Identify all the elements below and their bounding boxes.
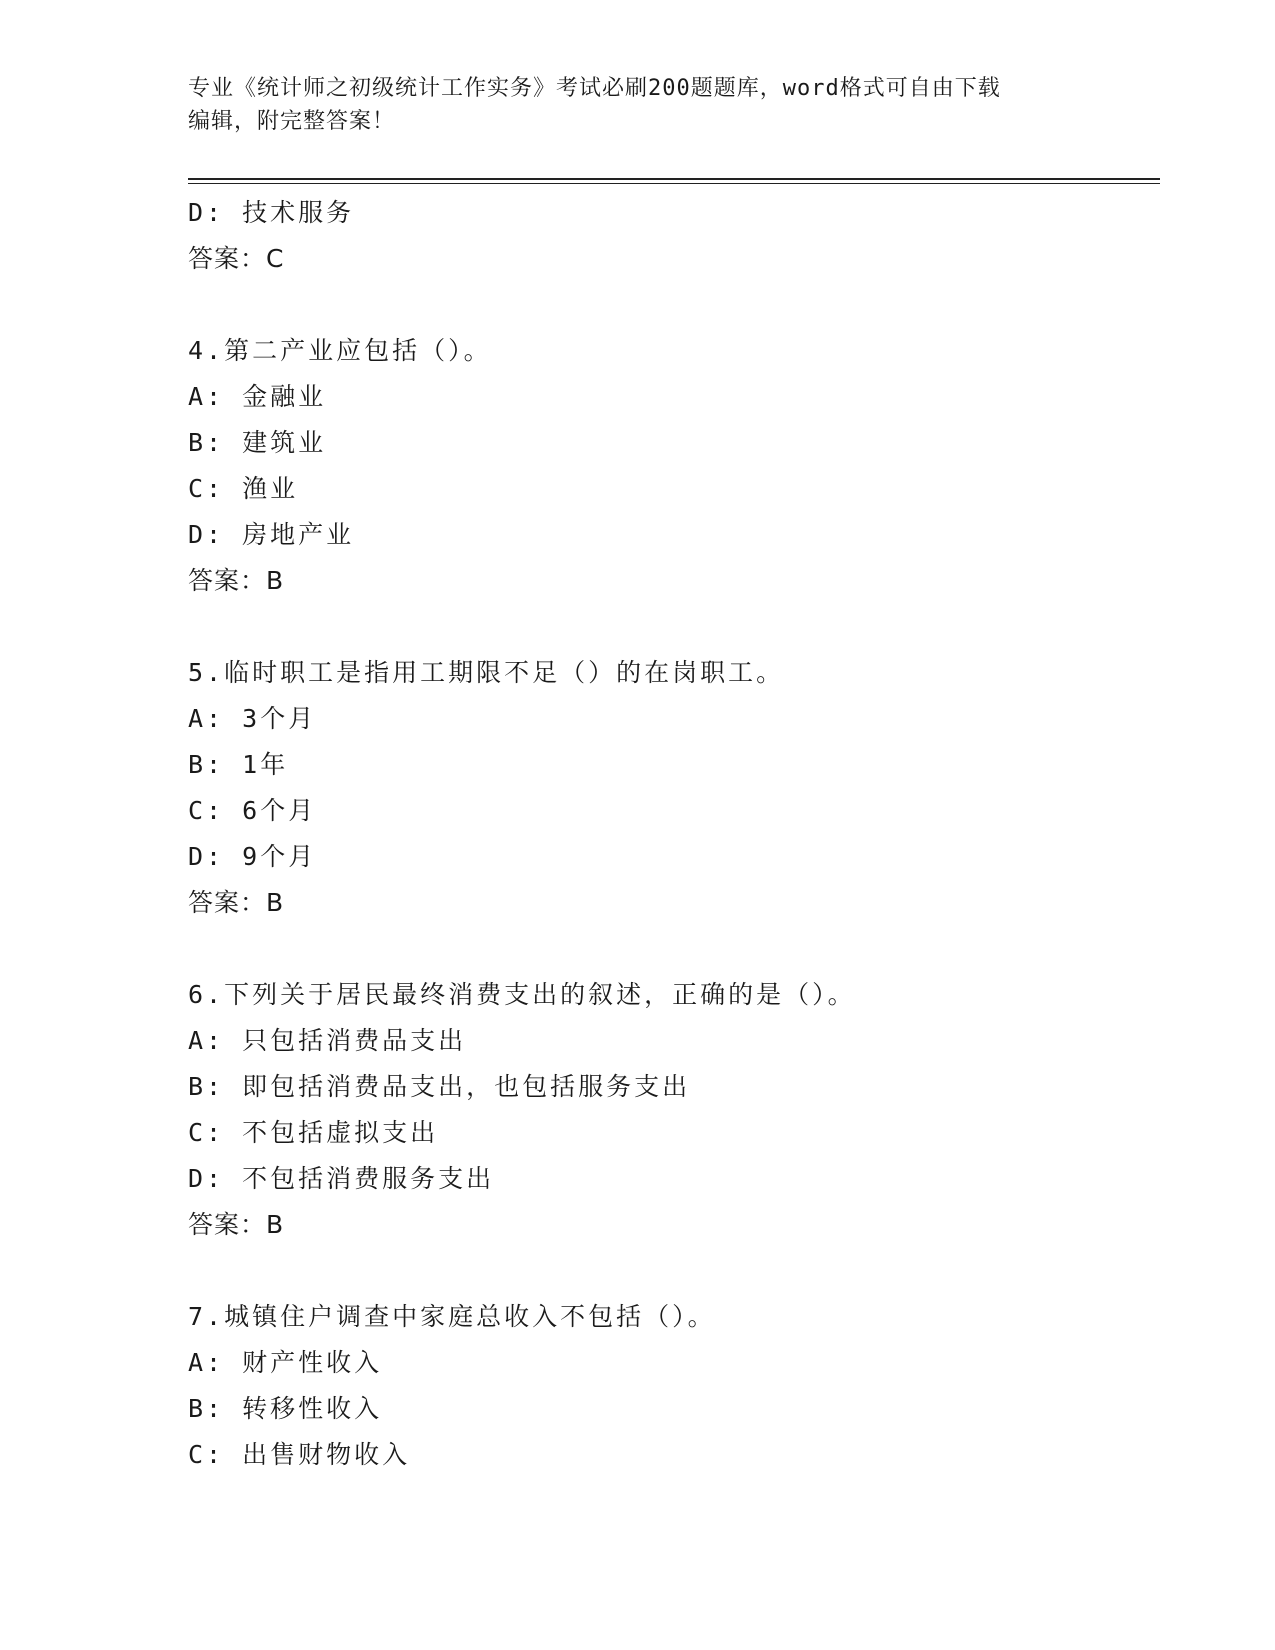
option-c: C: 6个月 — [188, 796, 317, 825]
answer: 答案：C — [188, 244, 285, 273]
option-c: C: 出售财物收入 — [188, 1440, 411, 1469]
question-stem: 4.第二产业应包括（）。 — [188, 336, 492, 365]
header-line-1: 专业《统计师之初级统计工作实务》考试必刷200题题库，word格式可自由下载 — [188, 76, 1001, 101]
header-divider-top — [188, 178, 1160, 180]
header-line-2: 编辑，附完整答案！ — [188, 109, 396, 134]
option-a: A: 3个月 — [188, 704, 317, 733]
question-list — [188, 190, 1158, 1478]
option-a: A: 只包括消费品支出 — [188, 1026, 467, 1055]
option-d: D: 技术服务 — [188, 198, 355, 227]
option-c: C: 不包括虚拟支出 — [188, 1118, 439, 1147]
answer: 答案：B — [188, 1210, 285, 1239]
header-divider-bottom — [188, 183, 1160, 184]
question-stem: 6.下列关于居民最终消费支出的叙述，正确的是（）。 — [188, 980, 856, 1009]
question-stem: 7.城镇住户调查中家庭总收入不包括（）。 — [188, 1302, 716, 1331]
option-b: B: 建筑业 — [188, 428, 327, 457]
option-a: A: 金融业 — [188, 382, 327, 411]
spacer — [188, 604, 1158, 650]
answer: 答案：B — [188, 888, 285, 917]
question-stem: 5.临时职工是指用工期限不足（）的在岗职工。 — [188, 658, 785, 687]
option-d: D: 不包括消费服务支出 — [188, 1164, 495, 1193]
option-a: A: 财产性收入 — [188, 1348, 383, 1377]
spacer — [188, 282, 1158, 328]
spacer — [188, 926, 1158, 972]
option-b: B: 1年 — [188, 750, 289, 779]
option-b: B: 转移性收入 — [188, 1394, 383, 1423]
spacer — [188, 1248, 1158, 1294]
option-d: D: 房地产业 — [188, 520, 355, 549]
answer: 答案：B — [188, 566, 285, 595]
document-header — [188, 72, 1078, 138]
option-c: C: 渔业 — [188, 474, 299, 503]
option-b: B: 即包括消费品支出，也包括服务支出 — [188, 1072, 691, 1101]
option-d: D: 9个月 — [188, 842, 317, 871]
